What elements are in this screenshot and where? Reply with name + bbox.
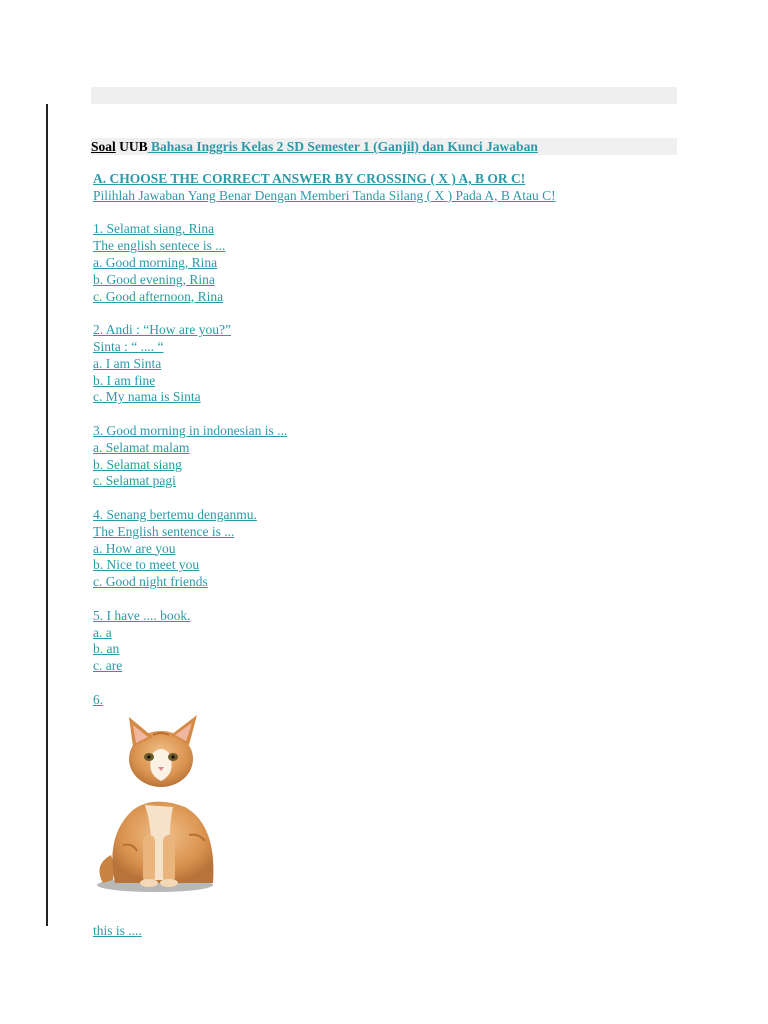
question-line[interactable]: The English sentence is ...: [93, 523, 235, 539]
answer-option[interactable]: a. I am Sinta: [93, 355, 162, 371]
answer-option[interactable]: b. Good evening, Rina: [93, 271, 215, 287]
page-margin-line: [46, 104, 48, 926]
question-caption[interactable]: this is ....: [93, 922, 142, 938]
question-line[interactable]: 3. Good morning in indonesian is ...: [93, 422, 288, 438]
question-5: [93, 608, 683, 675]
title-soal: Soal: [91, 139, 116, 154]
section-instruction: Pilihlah Jawaban Yang Benar Dengan Memberi Tanda Silang ( X ) Pada A, B Atau C!: [93, 187, 556, 203]
question-line[interactable]: 6.: [93, 691, 104, 707]
question-line[interactable]: The english sentece is ...: [93, 238, 226, 254]
answer-option[interactable]: a. Good morning, Rina: [93, 254, 218, 270]
answer-option[interactable]: c. My nama is Sinta: [93, 389, 201, 405]
answer-option[interactable]: b. Nice to meet you: [93, 557, 200, 573]
worksheet-content: [93, 171, 683, 939]
question-1: [93, 221, 683, 305]
answer-option[interactable]: a. How are you: [93, 540, 176, 556]
answer-option[interactable]: c. are: [93, 658, 123, 674]
page-title: [91, 138, 677, 155]
title-link[interactable]: Bahasa Inggris Kelas 2 SD Semester 1 (Ganjil) dan Kunci Jawaban: [147, 139, 538, 154]
answer-option[interactable]: c. Good night friends: [93, 574, 208, 590]
question-4: [93, 507, 683, 591]
question-line[interactable]: 5. I have .... book.: [93, 607, 191, 623]
question-line[interactable]: Sinta : “ .... “: [93, 338, 164, 354]
answer-option[interactable]: b. I am fine: [93, 372, 156, 388]
question-line[interactable]: 2. Andi : “How are you?”: [93, 322, 231, 338]
section-heading: A. CHOOSE THE CORRECT ANSWER BY CROSSING ( X ) A, B OR C!: [93, 171, 526, 186]
answer-option[interactable]: a. Selamat malam: [93, 439, 190, 455]
top-banner-bar: [91, 87, 677, 104]
question-2: [93, 322, 683, 406]
title-uub: UUB: [119, 139, 148, 154]
answer-option[interactable]: c. Selamat pagi: [93, 473, 176, 489]
question-line[interactable]: 1. Selamat siang, Rina: [93, 221, 215, 237]
answer-option[interactable]: b. Selamat siang: [93, 456, 182, 472]
question-6: [93, 692, 683, 940]
question-line[interactable]: 4. Senang bertemu denganmu.: [93, 506, 257, 522]
cat-illustration-icon: [93, 715, 223, 895]
answer-option[interactable]: a. a: [93, 624, 112, 640]
question-3: [93, 423, 683, 490]
answer-option[interactable]: b. an: [93, 641, 120, 657]
answer-option[interactable]: c. Good afternoon, Rina: [93, 288, 224, 304]
